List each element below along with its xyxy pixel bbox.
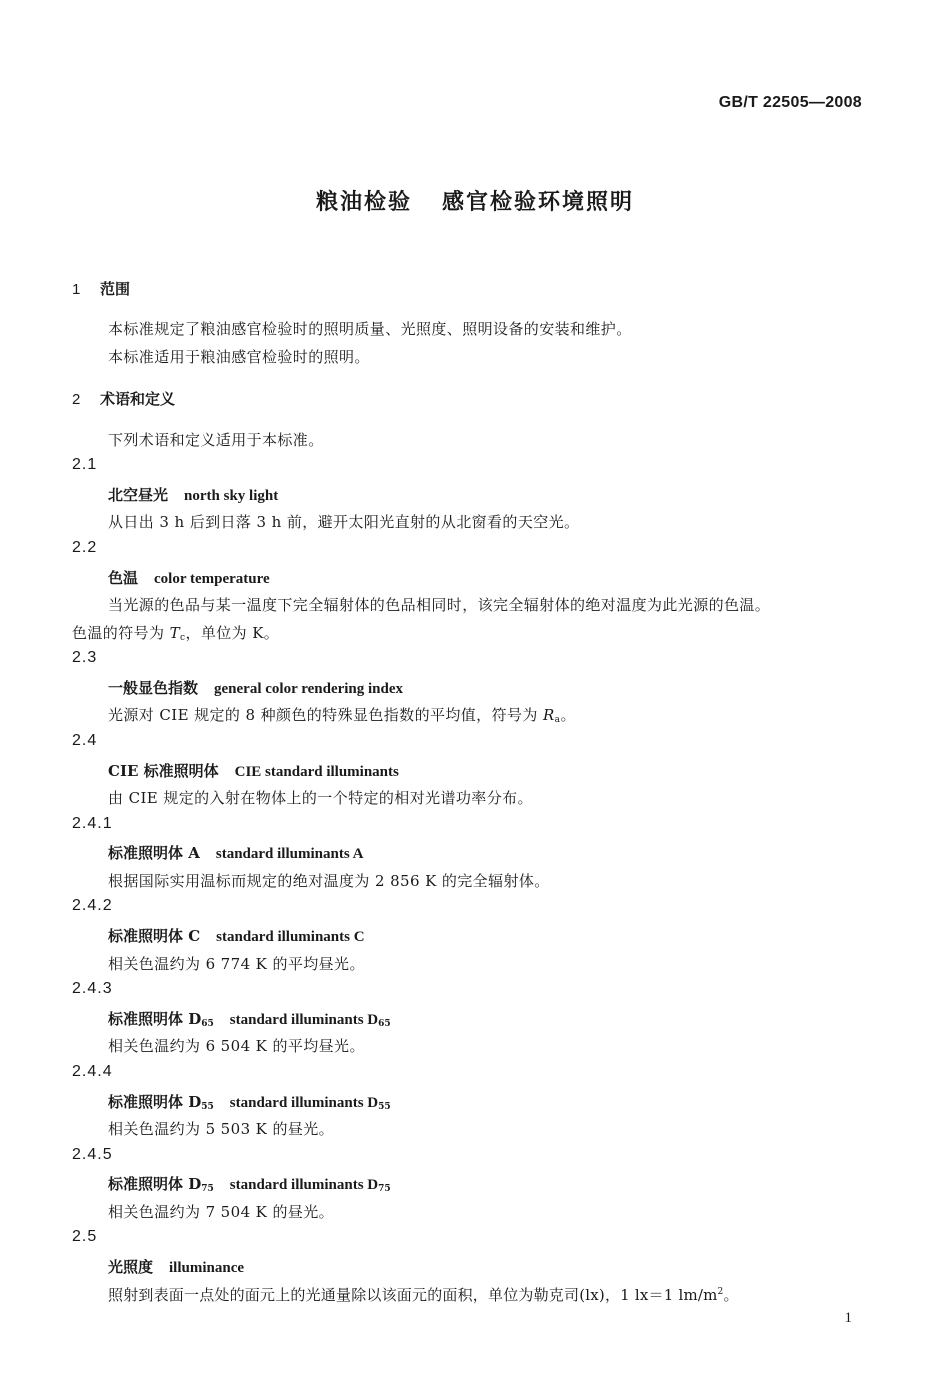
- clause-number: 2.3: [72, 649, 98, 666]
- section-heading-scope: 1 范围: [72, 280, 131, 298]
- term-heading: 标准照明体 $D_{65}$ standard illuminants $D_{65}$: [108, 1010, 391, 1029]
- page-number: 1: [844, 1310, 852, 1326]
- term-definition: 当光源的色品与某一温度下完全辐射体的色品相同时，该完全辐射体的绝对温度为此光源的色温。: [108, 596, 771, 614]
- term-definition: 根据国际实用温标而规定的绝对温度为 2 856 K 的完全辐射体。: [108, 872, 550, 890]
- term-definition: 相关色温约为 5 503 K 的昼光。: [108, 1120, 335, 1138]
- term-definition: 相关色温约为 6 774 K 的平均昼光。: [108, 955, 365, 973]
- term-definition: 相关色温约为 6 504 K 的平均昼光。: [108, 1037, 365, 1055]
- term-heading: 标准照明体 A standard illuminants A: [108, 844, 364, 862]
- clause-number: 2.4: [72, 732, 98, 749]
- clause-number: 2.4.4: [72, 1063, 113, 1080]
- term-heading: 标准照明体 C standard illuminants C: [108, 927, 365, 945]
- term-heading: 标准照明体 $D_{75}$ standard illuminants $D_{75}$: [108, 1175, 391, 1194]
- clause-number: 2.4.5: [72, 1146, 113, 1163]
- term-heading: 一般显色指数 general color rendering index: [108, 679, 404, 697]
- term-definition: 由 CIE 规定的入射在物体上的一个特定的相对光谱功率分布。: [108, 789, 533, 807]
- term-definition: 相关色温约为 7 504 K 的昼光。: [108, 1203, 335, 1221]
- clause-number: 2.4.2: [72, 897, 113, 914]
- clause-number: 2.1: [72, 456, 98, 473]
- clause-number: 2.4.1: [72, 815, 113, 832]
- clause-number: 2.2: [72, 539, 98, 556]
- clause-number: 2.5: [72, 1228, 98, 1245]
- term-heading: 标准照明体 $D_{55}$ standard illuminants $D_{55}$: [108, 1093, 391, 1112]
- term-heading: 北空昼光 north sky light: [108, 486, 279, 504]
- section-heading-terms: 2 术语和定义: [72, 390, 176, 408]
- scope-paragraph-1: 本标准规定了粮油感官检验时的照明质量、光照度、照明设备的安装和维护。: [108, 320, 632, 338]
- term-definition: 光源对 CIE 规定的 8 种颜色的特殊显色指数的平均值，符号为 $R_a$。: [108, 706, 576, 725]
- term-heading: CIE 标准照明体 CIE standard illuminants: [108, 762, 399, 780]
- terms-intro: 下列术语和定义适用于本标准。: [108, 431, 324, 449]
- term-heading: 光照度 illuminance: [108, 1258, 245, 1276]
- term-definition-continued: 色温的符号为 $T_c$，单位为 K。: [72, 624, 280, 643]
- scope-paragraph-2: 本标准适用于粮油感官检验时的照明。: [108, 348, 370, 366]
- term-heading: 色温 color temperature: [108, 569, 270, 587]
- standard-code: GB/T 22505—2008: [718, 94, 862, 111]
- term-definition: 照射到表面一点处的面元上的光通量除以该面元的面积，单位为勒克司(lx)，1 lx＝1 $lm/m^2$。: [108, 1286, 739, 1304]
- page-title: 粮油检验 感官检验环境照明: [315, 190, 635, 215]
- clause-number: 2.4.3: [72, 980, 113, 997]
- term-definition: 从日出 3 h 后到日落 3 h 前，避开太阳光直射的从北窗看的天空光。: [108, 513, 580, 531]
